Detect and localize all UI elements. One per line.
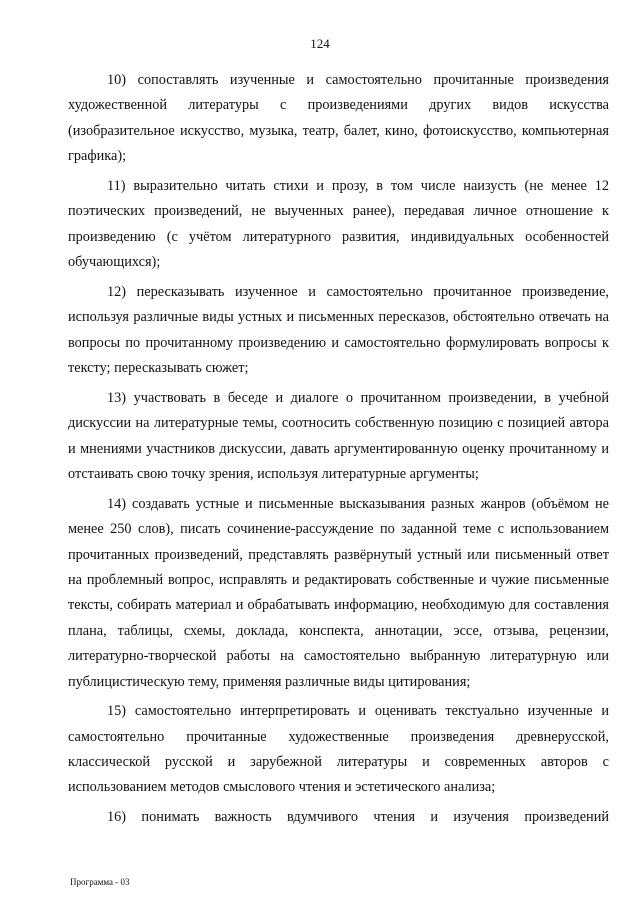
page-number: 124 (310, 36, 330, 51)
paragraph-item-16: 16) понимать важность вдумчивого чтения и изучения произведений (107, 809, 609, 826)
paragraph-item-14: 14) создавать устные и письменные высказывания разных жанров (объёмом не менее 250 слов), писать сочинение-рассуждение по заданной теме с использованием прочитанных произведений, представлять развёрнутый устный или письменный ответ на проблемный вопрос, исправлять и редактировать собственные и чужие письменные тексты, собирать материал и обрабатывать информацию, необходимую для составления плана, таблицы, схемы, доклада, конспекта, аннотации, эссе, отзыва, рецензии, литературно-творческой работы на самостоятельно выбранную литературную или публицистическую тему, применяя различные виды цитирования; (68, 495, 609, 690)
paragraph-item-12: 12) пересказывать изученное и самостоятельно прочитанное произведение, используя различные виды устных и письменных пересказов, обстоятельно отвечать на вопросы по прочитанному произведению и самостоятельно формулировать вопросы к тексту; пересказывать сюжет; (68, 283, 609, 377)
paragraph-item-10: 10) сопоставлять изученные и самостоятельно прочитанные произведения художественной литературы с произведениями других видов искусства (изобразительное искусство, музыка, театр, балет, кино, фотоискусство, компьютерная графика); (68, 72, 609, 165)
paragraph-item-15: 15) самостоятельно интерпретировать и оценивать текстуально изученные и самостоятельно прочитанные художественные произведения древнерусской, классической русской и зарубежной литературы и современных авторов с использованием методов смыслового чтения и эстетического анализа; (68, 703, 609, 796)
body-text (68, 68, 609, 835)
footer-program-label: Программа - 03 (70, 877, 130, 887)
paragraph-item-13: 13) участвовать в беседе и диалоге о прочитанном произведении, в учебной дискуссии на литературные темы, соотносить собственную позицию с позицией автора и мнениями участников дискуссии, давать аргументированную оценку прочитанному и отстаивать свою точку зрения, используя литературные аргументы; (68, 389, 609, 482)
paragraph-item-11: 11) выразительно читать стихи и прозу, в том числе наизусть (не менее 12 поэтических произведений, не выученных ранее), передавая личное отношение к произведению (с учётом литературного развития, индивидуальных особенностей обучающихся); (68, 177, 609, 271)
